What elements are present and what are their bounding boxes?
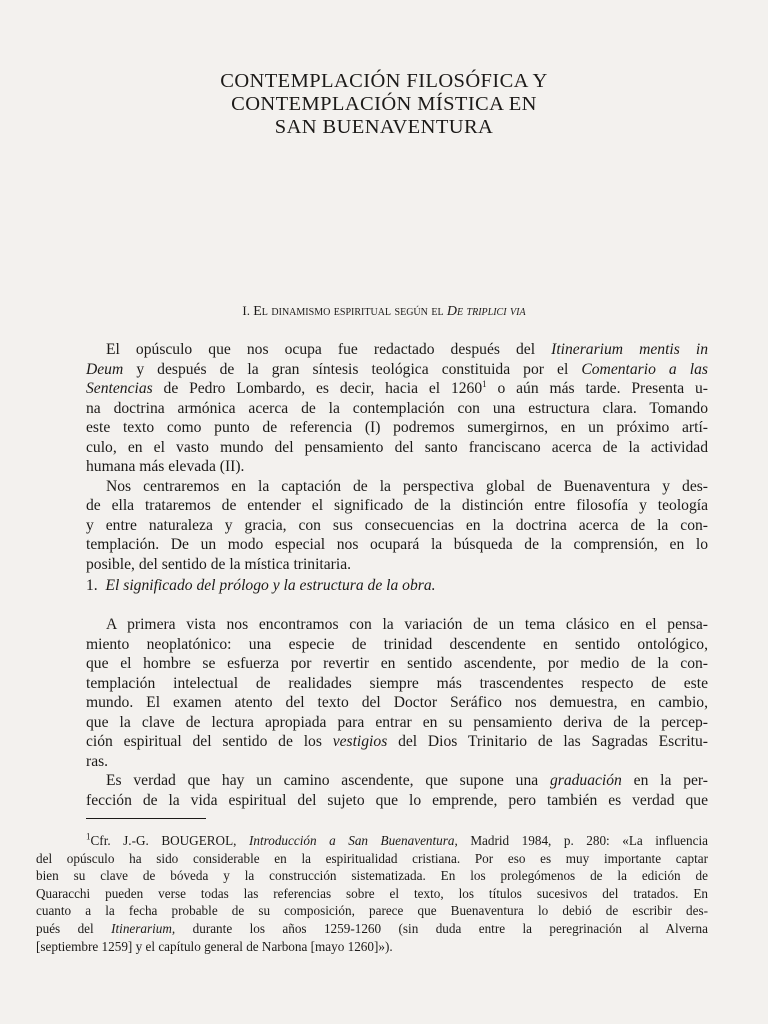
text-line: de ella trataremos de entender el significado de la distinción entre filosofía y teología xyxy=(86,497,708,514)
footnote-line: cuanto a la fecha probable de su composición, parece que Buenaventura lo debió de escribir des- xyxy=(36,903,708,919)
text-line: este texto como punto de referencia (I) podremos sumergirnos, en un próximo artí- xyxy=(86,419,708,436)
text-line: mundo. El examen atento del texto del Doctor Seráfico nos demuestra, en cambio, xyxy=(86,694,708,711)
text-line: Nos centraremos en la captación de la perspectiva global de Buenaventura y des- xyxy=(106,477,708,495)
text-line: posible, del sentido de la mística trinitaria. xyxy=(86,555,352,573)
text-line: El opúsculo que nos ocupa fue redactado después del Itinerarium mentis in xyxy=(106,341,709,358)
section-heading xyxy=(0,303,768,320)
text-line: Es verdad que hay un camino ascendente, que supone una graduación en la per- xyxy=(106,772,708,789)
text-line: templación intelectual de realidades siempre más trascendentes respecto de este xyxy=(86,674,708,692)
text-line: na doctrina armónica acerca de la contemplación con una estructura clara. Tomando xyxy=(86,399,708,417)
footnote-divider xyxy=(86,818,206,819)
text-line: humana más elevada (II). xyxy=(86,458,245,475)
article-title xyxy=(0,70,768,139)
title-line: SAN BUENAVENTURA xyxy=(274,116,494,138)
text-line: que el hombre se esfuerza por revertir en sentido ascendente, por medio de la con- xyxy=(86,655,708,672)
section-title-italic: De triplici via xyxy=(446,304,526,319)
footnote-line: pués del Itinerarium, durante los años 1259-1260 (sin duda entre la peregrinación al Alverna xyxy=(36,920,708,936)
body-text-upper xyxy=(86,340,708,574)
footnote xyxy=(36,832,708,955)
text-line: Deum y después de la gran síntesis teológica constituida por el Comentario a las xyxy=(86,360,708,378)
text-line: y entre naturaleza y gracia, con sus consecuencias en la doctrina acerca de la con- xyxy=(86,516,708,534)
text-line: Sentencias de Pedro Lombardo, es decir, hacia el 1260$^1$ o aún más tarde. Presenta u- xyxy=(86,378,709,397)
text-line: templación. De un modo especial nos ocupará la búsqueda de la comprensión, en lo xyxy=(86,536,708,553)
footnote-line: $^1$Cfr. J.-G. BOUGEROL, Introducción a San Buenaventura, Madrid 1984, p. 280: «La influencia xyxy=(86,831,708,848)
footnote-ref: 1 xyxy=(482,378,487,389)
text-line: ción espiritual del sentido de los vestigios del Dios Trinitario de las Sagradas Escritu- xyxy=(86,733,708,750)
text-line: que la clave de lectura apropiada para entrar en su pensamiento deriva de la percep- xyxy=(86,713,708,731)
text-line: A primera vista nos encontramos con la variación de un tema clásico en el pensa- xyxy=(106,616,708,633)
body-text-lower xyxy=(86,615,708,810)
footnote-line: Quaracchi pueden verse todas las referencias sobre el texto, los títulos sucesivos del tratados. En xyxy=(36,885,708,901)
section-number: I. xyxy=(242,303,250,318)
footnote-marker: 1 xyxy=(86,831,91,842)
subsection-heading xyxy=(86,577,436,595)
section-title: El dinamismo espiritual según el xyxy=(253,304,444,319)
text-line: culo, en el vasto mundo del pensamiento del santo franciscano acerca de la actividad xyxy=(86,438,708,456)
text-line: ras. xyxy=(86,752,109,770)
text-line: fección de la vida espiritual del sujeto que lo emprende, pero también es verdad que xyxy=(86,791,708,809)
footnote-line: bien su clave de bóveda y la construcción sistematizada. En los prolegómenos de la edición de xyxy=(36,868,708,884)
footnote-line: del opúsculo ha sido considerable en la espiritualidad cristiana. Por eso es muy importante captar xyxy=(36,850,708,866)
subsection-title: El significado del prólogo y la estructura de la obra. xyxy=(105,577,436,594)
subsection-number: 1. xyxy=(86,577,98,594)
title-line: CONTEMPLACIÓN MÍSTICA EN xyxy=(231,93,537,115)
text-line: miento neoplatónico: una especie de trinidad descendente en sentido ontológico, xyxy=(86,635,708,653)
title-line: CONTEMPLACIÓN FILOSÓFICA Y xyxy=(220,70,548,92)
footnote-line: [septiembre 1259] y el capítulo general de Narbona [mayo 1260]»). xyxy=(36,938,393,954)
